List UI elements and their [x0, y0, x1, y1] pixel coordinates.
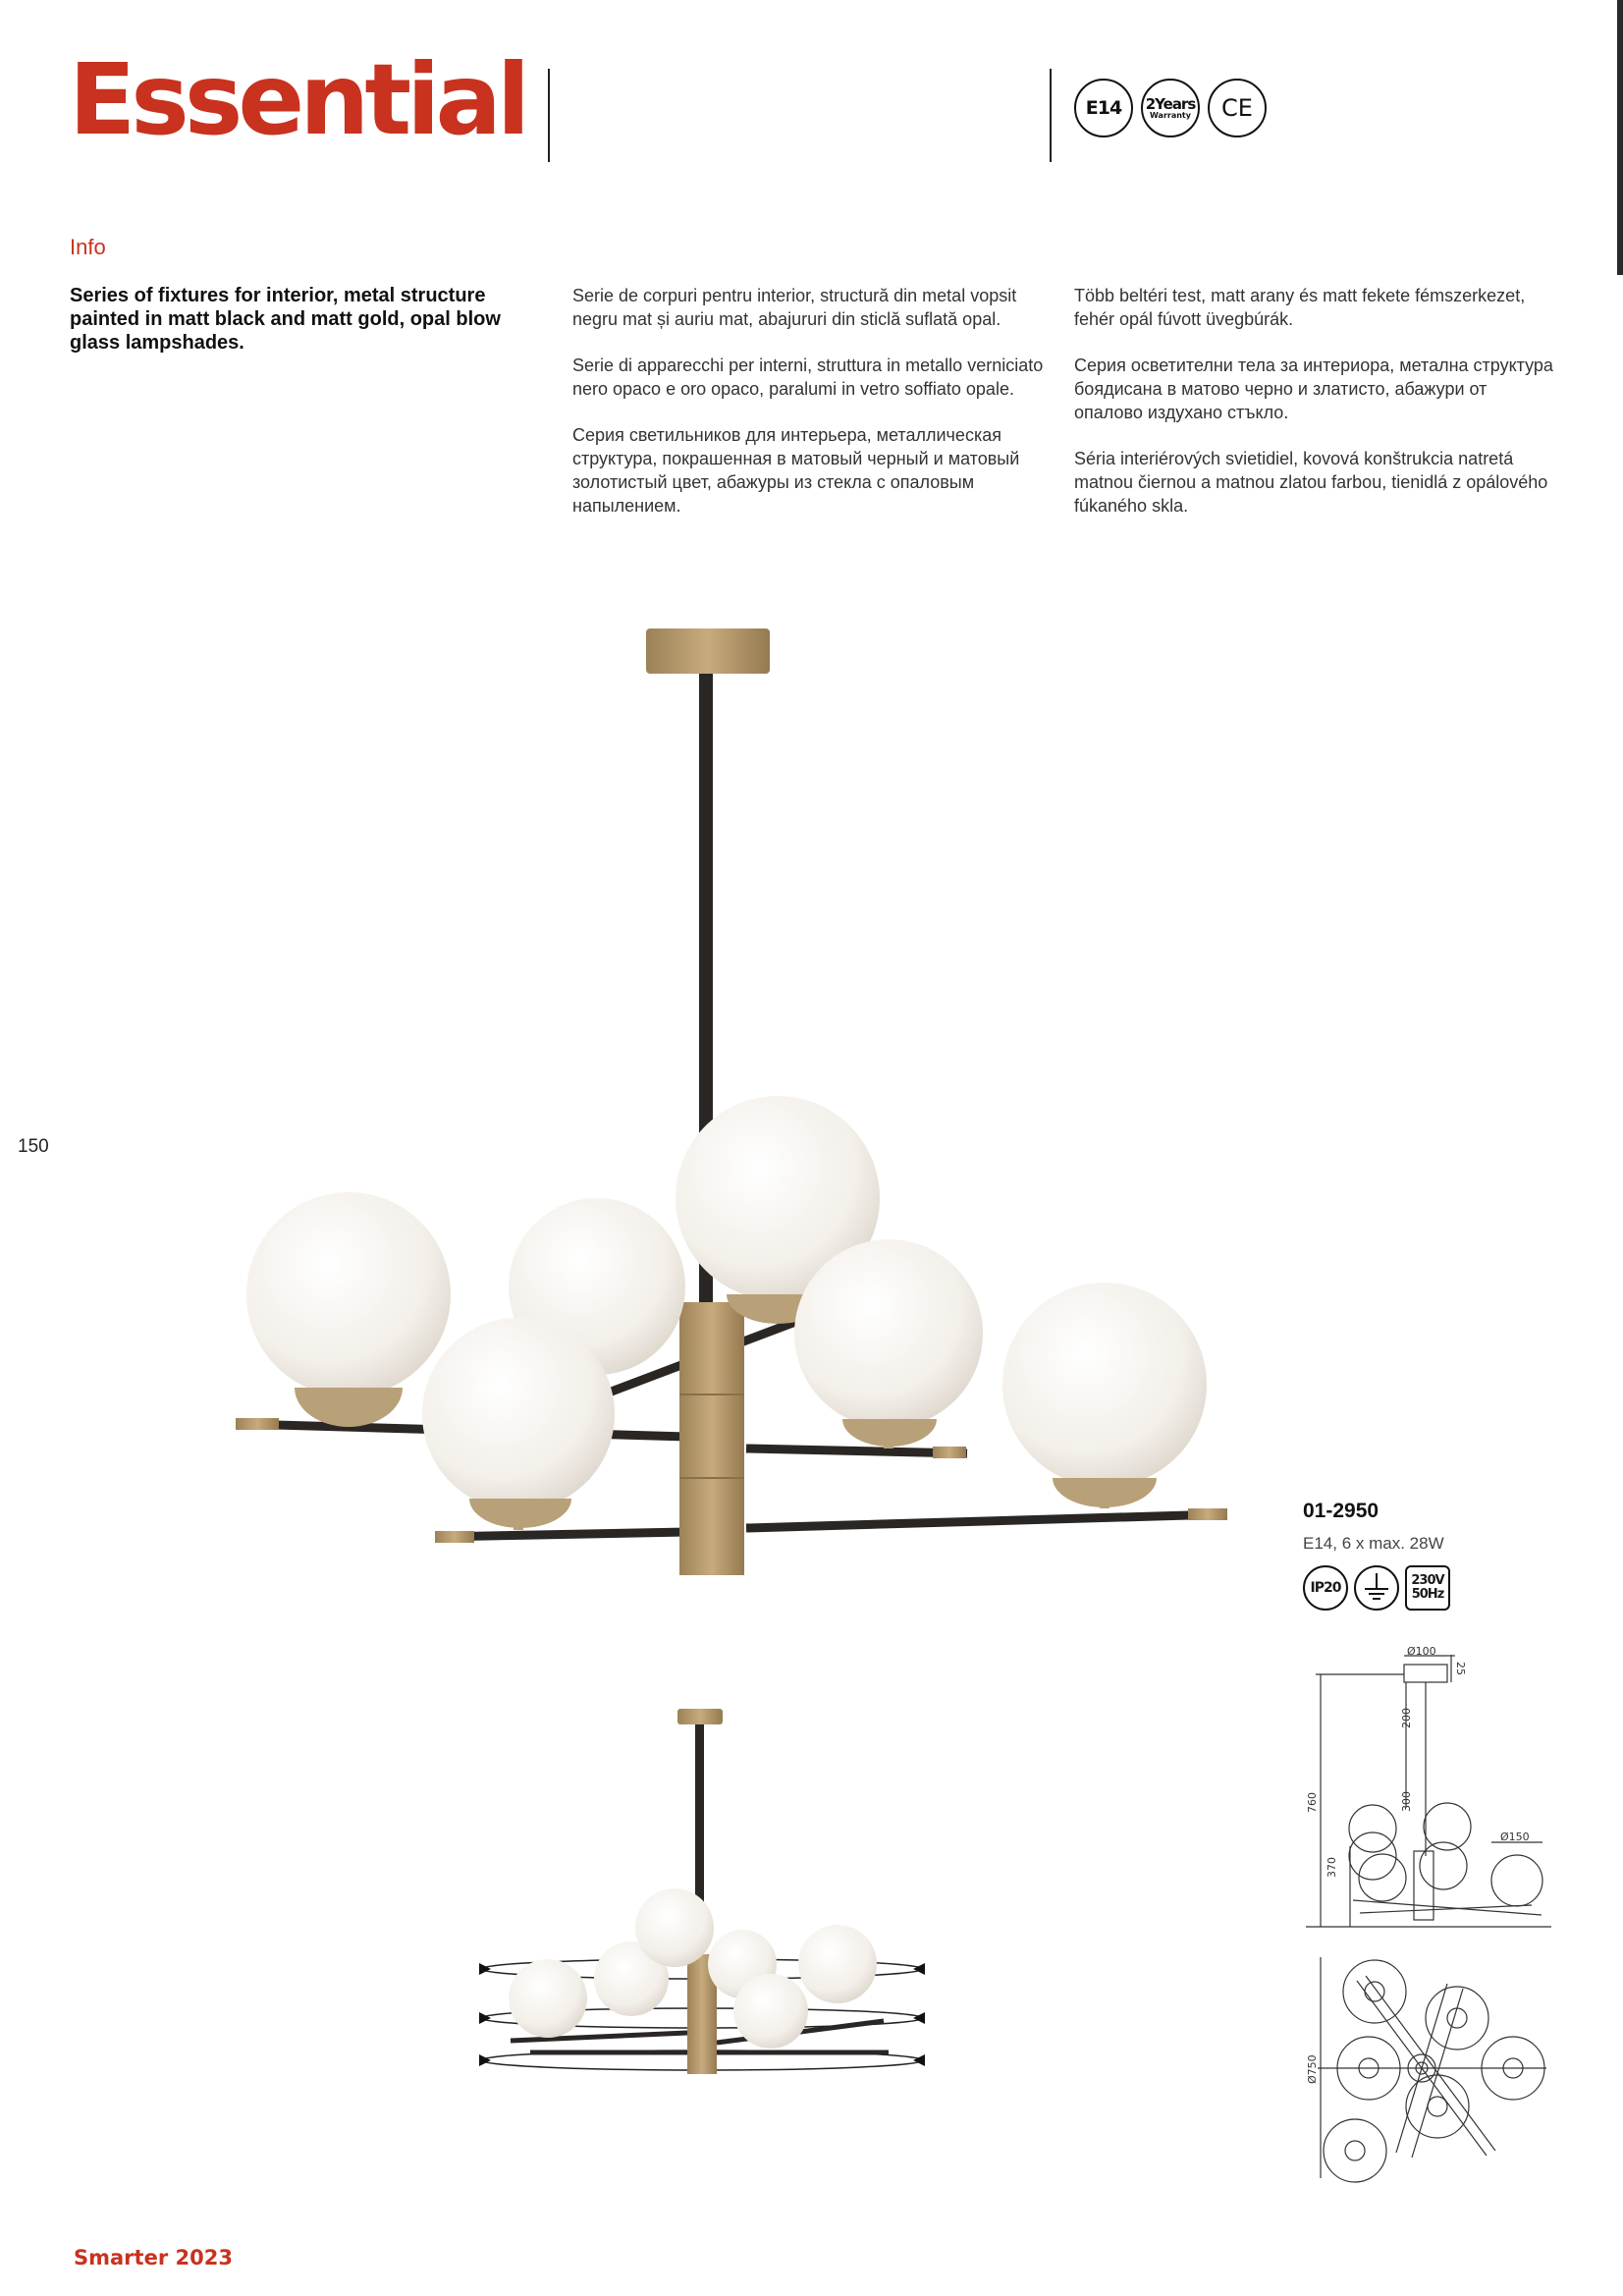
technical-drawing-side — [1306, 1655, 1551, 1927]
description-sk: Séria interiérových svietidiel, kovová konštrukcia natretá matnou čiernou a matnou zlatou farbou, tienidlá z opálového fúkaného skla. — [1074, 449, 1548, 516]
ip-rating-icon: IP20 — [1303, 1565, 1348, 1611]
central-body — [679, 1302, 744, 1575]
dim-rod-mid: 300 — [1400, 1791, 1413, 1812]
dim-canopy-height: 25 — [1454, 1662, 1467, 1675]
dim-rod-top: 200 — [1400, 1708, 1413, 1728]
ground-icon — [1354, 1565, 1399, 1611]
arm-end — [236, 1418, 279, 1430]
voltage-icon — [1405, 1565, 1450, 1611]
dim-lower-height: 370 — [1325, 1857, 1338, 1878]
socket-badge: E14 — [1074, 79, 1133, 137]
arm-end — [1188, 1508, 1227, 1520]
technical-drawing-top — [1318, 1957, 1546, 2182]
chandelier-rotation-view — [479, 1709, 925, 2074]
voltage-value: 230V — [1411, 1573, 1444, 1589]
description-hu: Több beltéri test, matt arany és matt fekete fémszerkezet, fehér opál fúvott üvegbúrák. — [1074, 286, 1526, 329]
ce-mark-icon: CE — [1208, 79, 1267, 137]
chandelier-main — [236, 629, 1227, 1575]
description-en-text: Series of fixtures for interior, metal structure painted in matt black and matt gold, opal blow glass lampshades. — [70, 285, 501, 354]
arm — [746, 1514, 1222, 1528]
catalog-footer: Smarter 2023 — [74, 2246, 233, 2269]
dim-canopy: Ø100 — [1407, 1645, 1436, 1658]
globe-shade — [422, 1318, 615, 1510]
frequency-value: 50Hz — [1411, 1587, 1444, 1602]
dim-diameter: Ø750 — [1306, 2054, 1319, 2084]
product-icons — [1303, 1565, 1450, 1611]
description-bg: Серия осветителни тела за интериора, метална структура боядисана в матово черно и златисто, абажури от опалово издухано стъкло. — [1074, 355, 1553, 422]
globe-shade — [1002, 1283, 1207, 1487]
product-spec: E14, 6 x max. 28W — [1303, 1534, 1444, 1553]
description-ru: Серия светильников для интерьера, металлическая структура, покрашенная в матовый черный и матовый золотистый цвет, абажуры из стекла с опаловым напылением. — [572, 425, 1020, 516]
globe-shade — [794, 1239, 983, 1428]
dim-shade: Ø150 — [1500, 1831, 1530, 1843]
warranty-label: Warranty — [1150, 110, 1191, 120]
description-it: Serie di apparecchi per interni, struttura in metallo verniciato nero opaco e oro opaco, paralumi in vetro soffiato opale. — [572, 355, 1044, 399]
brand-title: Essential — [69, 42, 526, 157]
warranty-years: 2Years — [1145, 94, 1196, 113]
arm — [437, 1532, 687, 1537]
page-number: 150 — [18, 1136, 49, 1157]
arm-end — [435, 1531, 474, 1543]
globe-shade — [246, 1192, 451, 1396]
ceiling-canopy — [646, 629, 770, 674]
dim-total-height: 760 — [1306, 1792, 1319, 1813]
info-label: Info — [70, 235, 106, 259]
description-ro: Serie de corpuri pentru interior, structură din metal vopsit negru mat și auriu mat, abajururi din sticlă suflată opal. — [572, 286, 1017, 329]
arm-end — [933, 1447, 966, 1458]
product-code: 01-2950 — [1303, 1500, 1380, 1522]
